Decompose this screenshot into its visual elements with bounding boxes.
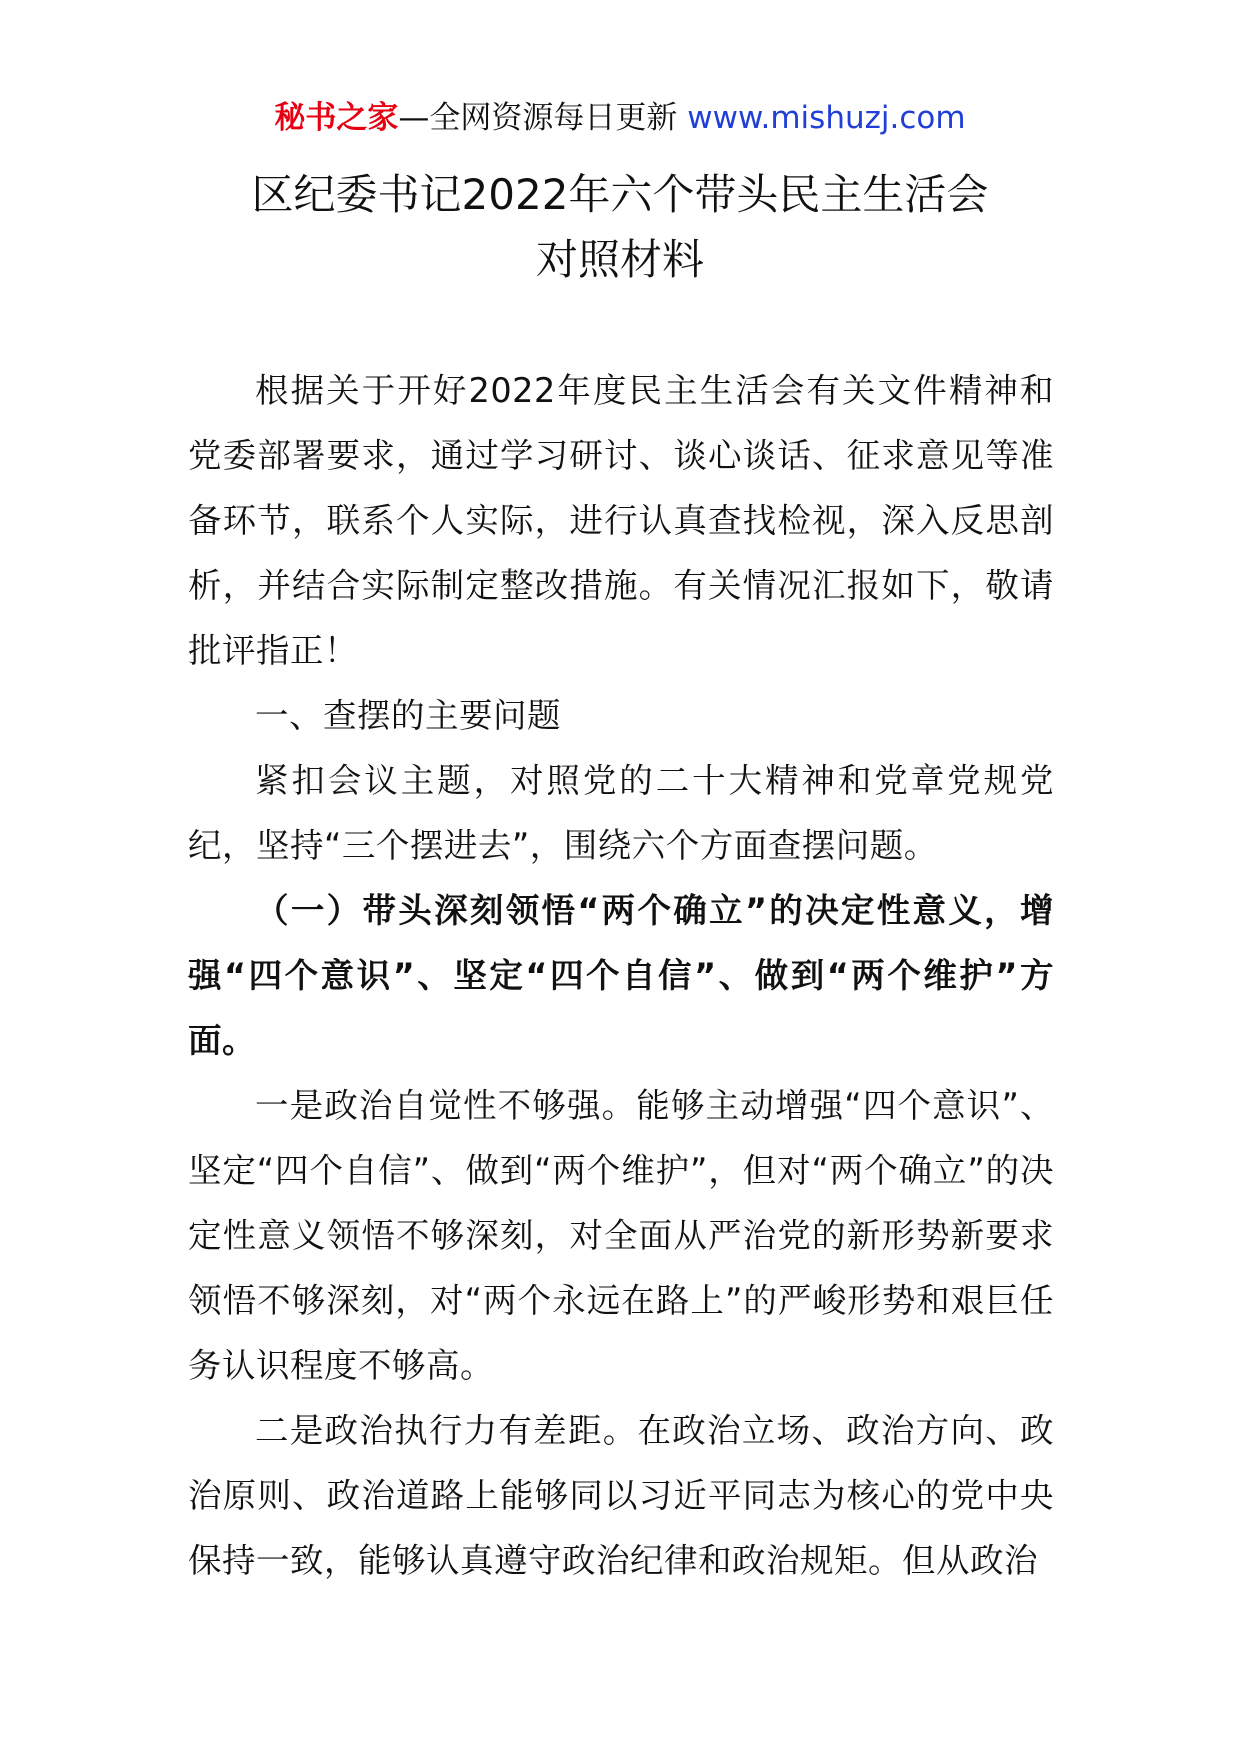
document-body	[188, 358, 1054, 1593]
section-heading: 一、查摆的主要问题	[255, 696, 561, 735]
site-header	[0, 98, 1240, 138]
intro-paragraph: 根据关于开好2022年度民主生活会有关文件精神和党委部署要求，通过学习研讨、谈心谈话、征求意见等准备环节，联系个人实际，进行认真查找检视，深入反思剖析，并结合实际制定整改措施。有关情况汇报如下，敬请批评指正！	[188, 371, 1054, 670]
body-paragraph: 一是政治自觉性不够强。能够主动增强“四个意识”、坚定“四个自信”、做到“两个维护”，但对“两个确立”的决定性意义领悟不够深刻，对全面从严治党的新形势新要求领悟不够深刻，对“两个永远在路上”的严峻形势和艰巨任务认识程度不够高。	[188, 1086, 1054, 1385]
site-url-link[interactable]: www.mishuzj.com	[687, 100, 966, 136]
body-paragraph: 二是政治执行力有差距。在政治立场、政治方向、政治原则、政治道路上能够同以习近平同志为核心的党中央保持一致，能够认真遵守政治纪律和政治规矩。但从政治	[188, 1411, 1054, 1580]
document-title	[0, 162, 1240, 292]
header-tagline: —全网资源每日更新	[398, 100, 688, 136]
body-paragraph: 紧扣会议主题，对照党的二十大精神和党章党规党纪，坚持“三个摆进去”，围绕六个方面查摆问题。	[188, 761, 1054, 865]
title-line-2: 对照材料	[535, 235, 704, 284]
brand-name: 秘书之家	[274, 100, 399, 136]
subsection-heading: （一）带头深刻领悟“两个确立”的决定性意义，增强“四个意识”、坚定“四个自信”、做到“两个维护”方面。	[188, 891, 1054, 1060]
title-line-1: 区纪委书记2022年六个带头民主生活会	[251, 170, 989, 219]
